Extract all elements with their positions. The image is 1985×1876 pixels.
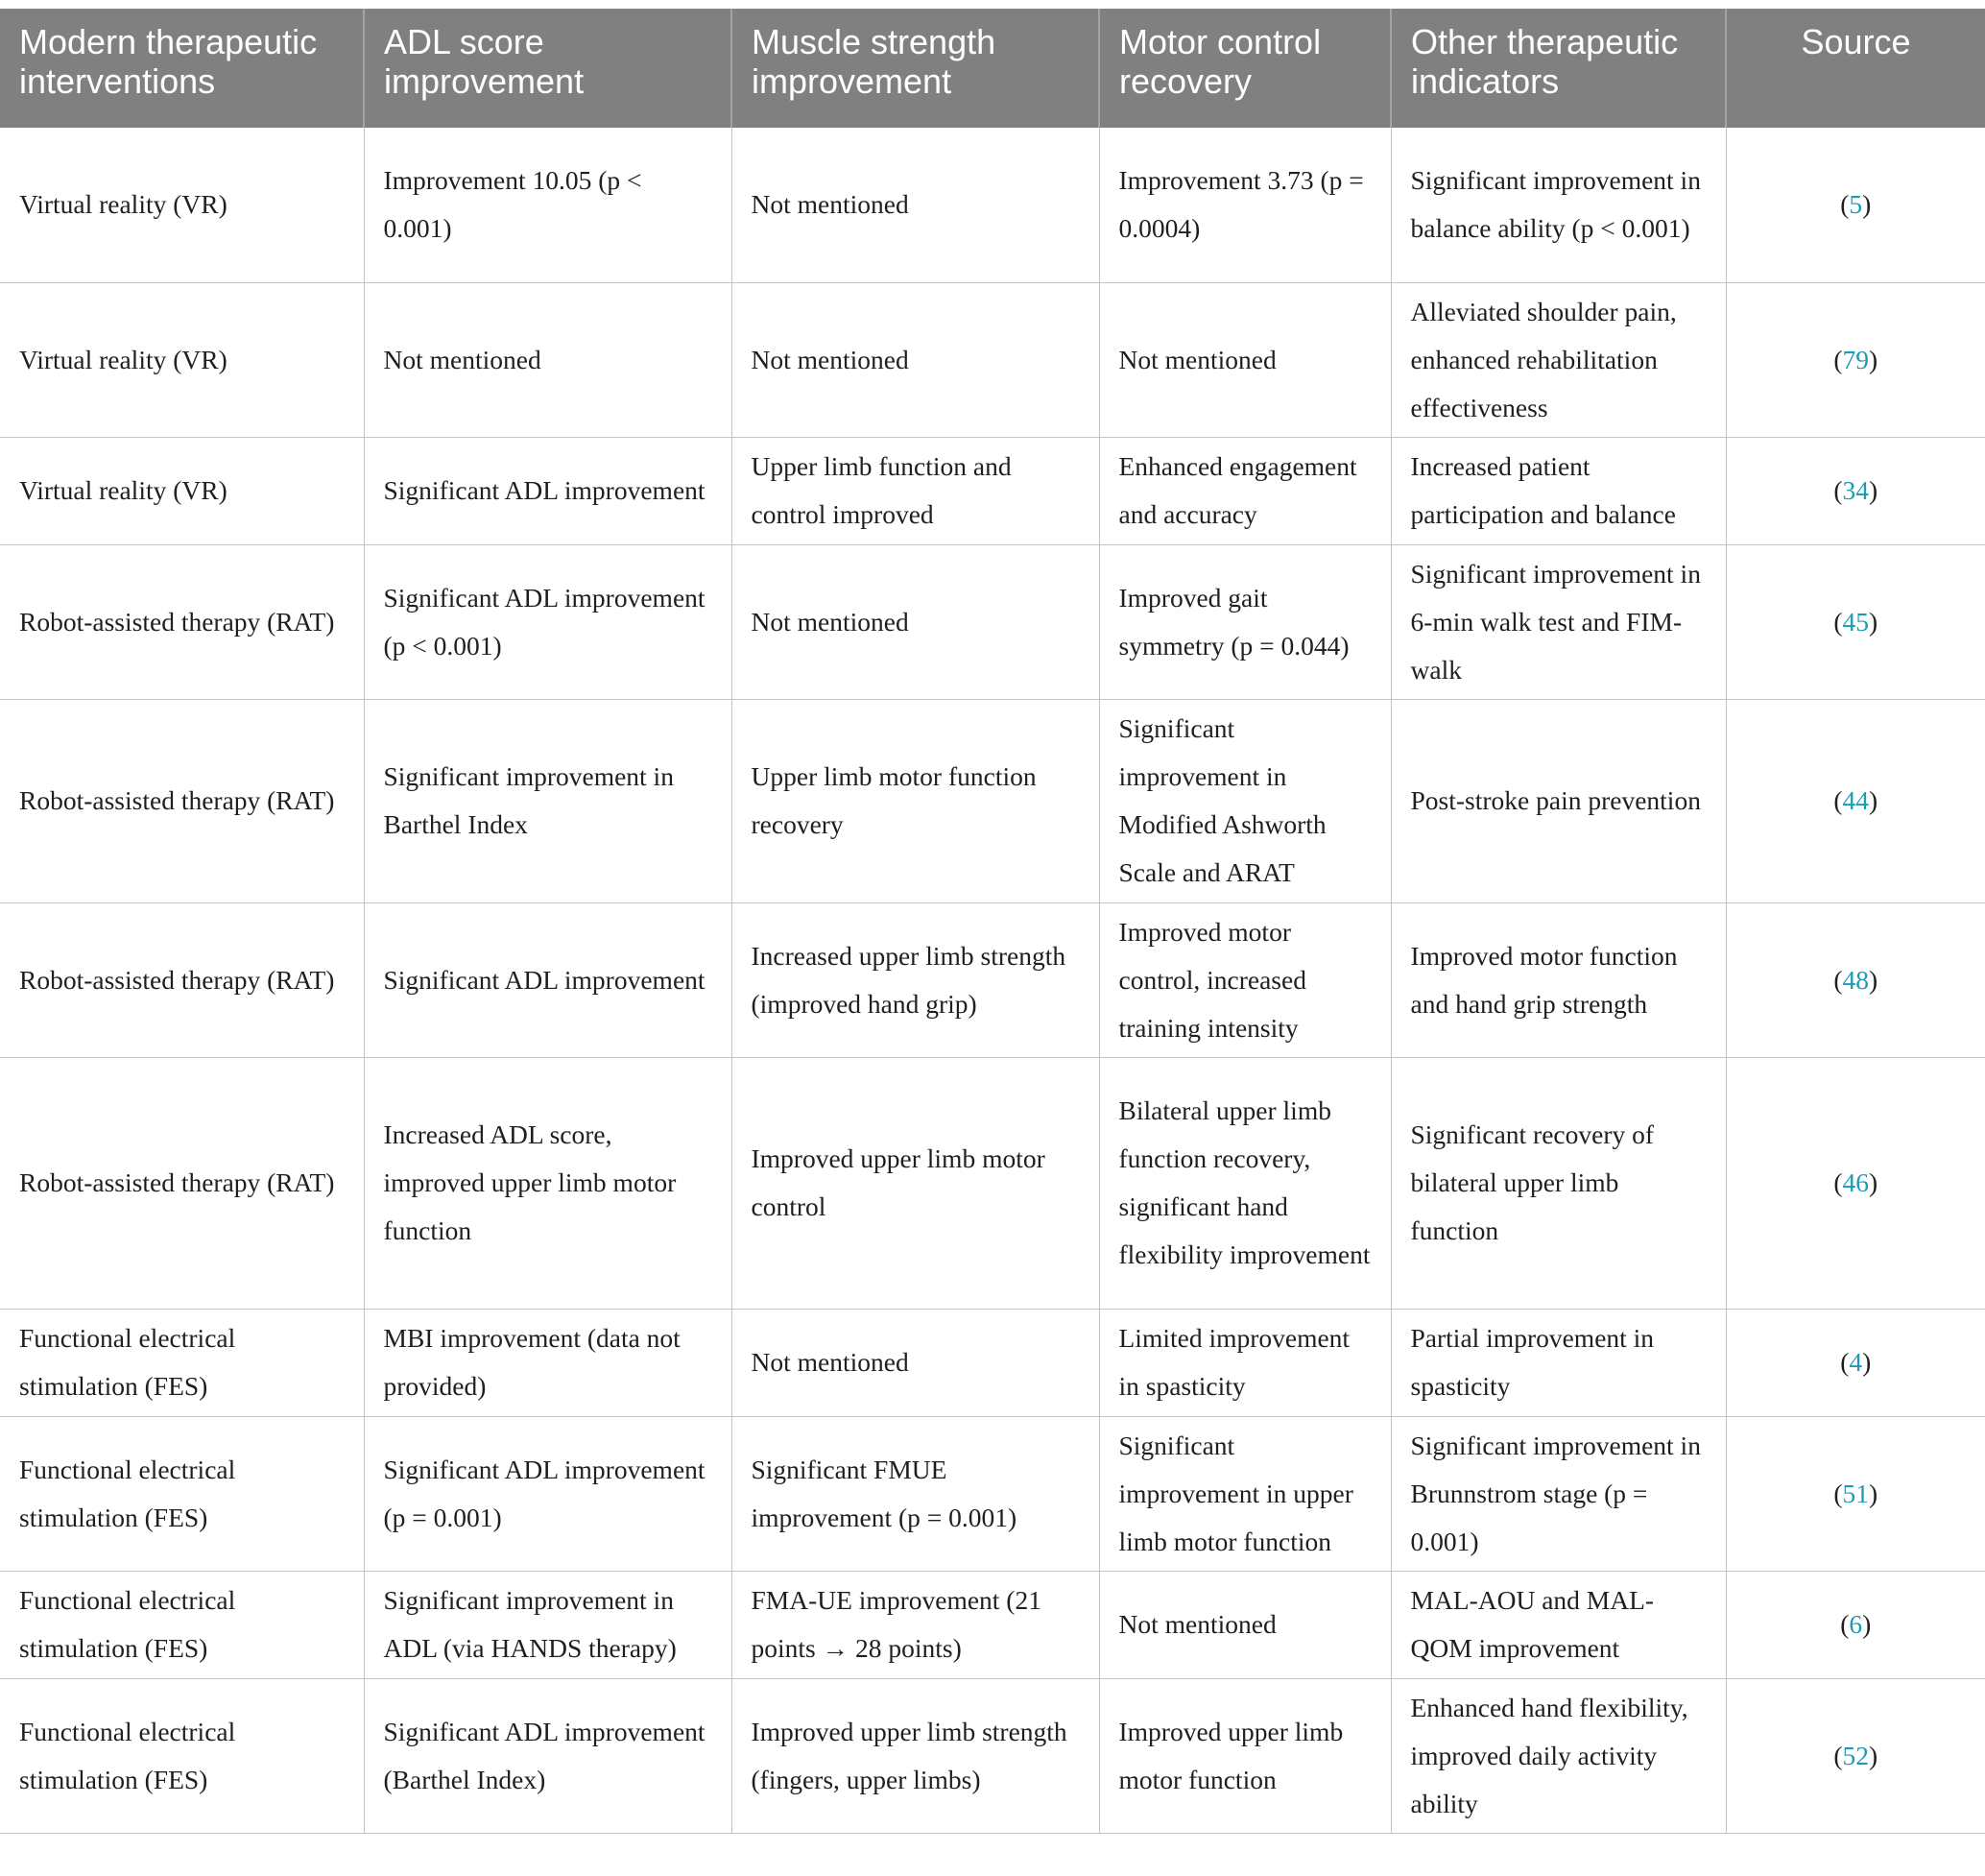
- cell-source: (51): [1726, 1416, 1985, 1571]
- cell-source: (6): [1726, 1571, 1985, 1678]
- cell-muscle: Improved upper limb motor control: [731, 1057, 1099, 1309]
- cell-adl: MBI improvement (data not provided): [364, 1309, 731, 1416]
- cell-muscle: Significant FMUE improvement (p = 0.001): [731, 1416, 1099, 1571]
- cell-source: (46): [1726, 1057, 1985, 1309]
- source-ref-link[interactable]: 51: [1842, 1478, 1869, 1508]
- cell-adl: Improvement 10.05 (p < 0.001): [364, 128, 731, 282]
- cell-other: Significant improvement in Brunnstrom stage (p = 0.001): [1391, 1416, 1726, 1571]
- cell-other: Partial improvement in spasticity: [1391, 1309, 1726, 1416]
- cell-source: (5): [1726, 128, 1985, 282]
- cell-motor: Improved gait symmetry (p = 0.044): [1099, 544, 1391, 699]
- cell-adl: Significant ADL improvement: [364, 437, 731, 544]
- cell-intervention: Robot-assisted therapy (RAT): [0, 544, 364, 699]
- cell-other: Improved motor function and hand grip strength: [1391, 902, 1726, 1057]
- cell-adl: Not mentioned: [364, 282, 731, 437]
- cell-other: Post-stroke pain prevention: [1391, 699, 1726, 902]
- cell-adl: Significant improvement in Barthel Index: [364, 699, 731, 902]
- cell-muscle: Improved upper limb strength (fingers, upper limbs): [731, 1678, 1099, 1833]
- cell-motor: Enhanced engagement and accuracy: [1099, 437, 1391, 544]
- cell-adl: Increased ADL score, improved upper limb motor function: [364, 1057, 731, 1309]
- source-ref-link[interactable]: 34: [1842, 475, 1869, 505]
- cell-motor: Not mentioned: [1099, 1571, 1391, 1678]
- source-ref-link[interactable]: 45: [1842, 606, 1869, 637]
- cell-adl: Significant ADL improvement: [364, 902, 731, 1057]
- cell-muscle: Not mentioned: [731, 1309, 1099, 1416]
- cell-adl: Significant ADL improvement (Barthel Index): [364, 1678, 731, 1833]
- cell-source: (45): [1726, 544, 1985, 699]
- cell-other: Significant improvement in 6-min walk test and FIM-walk: [1391, 544, 1726, 699]
- cell-muscle: Not mentioned: [731, 282, 1099, 437]
- table-row: [0, 1057, 1985, 1309]
- cell-intervention: Robot-assisted therapy (RAT): [0, 699, 364, 902]
- interventions-table: [0, 9, 1985, 1834]
- cell-motor: Improved upper limb motor function: [1099, 1678, 1391, 1833]
- cell-intervention: Functional electrical stimulation (FES): [0, 1416, 364, 1571]
- cell-intervention: Virtual reality (VR): [0, 282, 364, 437]
- cell-intervention: Functional electrical stimulation (FES): [0, 1571, 364, 1678]
- cell-muscle: Not mentioned: [731, 544, 1099, 699]
- table-row: [0, 699, 1985, 902]
- cell-other: Significant recovery of bilateral upper limb function: [1391, 1057, 1726, 1309]
- cell-other: Significant improvement in balance ability (p < 0.001): [1391, 128, 1726, 282]
- source-ref-link[interactable]: 4: [1849, 1347, 1863, 1377]
- cell-adl: Significant improvement in ADL (via HANDS therapy): [364, 1571, 731, 1678]
- cell-muscle: Upper limb motor function recovery: [731, 699, 1099, 902]
- cell-adl: Significant ADL improvement (p = 0.001): [364, 1416, 731, 1571]
- cell-source: (34): [1726, 437, 1985, 544]
- header-muscle: Muscle strength improvement: [731, 9, 1099, 128]
- source-ref-link[interactable]: 46: [1842, 1167, 1869, 1197]
- cell-muscle: FMA-UE improvement (21 points → 28 points): [731, 1571, 1099, 1678]
- table-row: [0, 1571, 1985, 1678]
- cell-motor: Not mentioned: [1099, 282, 1391, 437]
- cell-other: Alleviated shoulder pain, enhanced rehabilitation effectiveness: [1391, 282, 1726, 437]
- source-ref-link[interactable]: 52: [1842, 1740, 1869, 1770]
- source-ref-link[interactable]: 48: [1842, 964, 1869, 995]
- cell-other: Enhanced hand flexibility, improved daily activity ability: [1391, 1678, 1726, 1833]
- cell-motor: Significant improvement in upper limb motor function: [1099, 1416, 1391, 1571]
- cell-intervention: Virtual reality (VR): [0, 437, 364, 544]
- table-row: [0, 282, 1985, 437]
- cell-intervention: Virtual reality (VR): [0, 128, 364, 282]
- cell-source: (4): [1726, 1309, 1985, 1416]
- table-row: [0, 1309, 1985, 1416]
- cell-motor: Improved motor control, increased training intensity: [1099, 902, 1391, 1057]
- cell-intervention: Functional electrical stimulation (FES): [0, 1309, 364, 1416]
- cell-other: Increased patient participation and balance: [1391, 437, 1726, 544]
- table-row: [0, 1678, 1985, 1833]
- cell-intervention: Robot-assisted therapy (RAT): [0, 1057, 364, 1309]
- header-other: Other therapeutic indicators: [1391, 9, 1726, 128]
- source-ref-link[interactable]: 5: [1849, 189, 1863, 220]
- cell-source: (48): [1726, 902, 1985, 1057]
- table-row: [0, 902, 1985, 1057]
- cell-intervention: Robot-assisted therapy (RAT): [0, 902, 364, 1057]
- header-motor: Motor control recovery: [1099, 9, 1391, 128]
- source-ref-link[interactable]: 44: [1842, 785, 1869, 815]
- cell-muscle: Increased upper limb strength (improved hand grip): [731, 902, 1099, 1057]
- cell-other: MAL-AOU and MAL-QOM improvement: [1391, 1571, 1726, 1678]
- cell-source: (44): [1726, 699, 1985, 902]
- header-adl: ADL score improvement: [364, 9, 731, 128]
- cell-source: (79): [1726, 282, 1985, 437]
- cell-motor: Limited improvement in spasticity: [1099, 1309, 1391, 1416]
- cell-muscle: Upper limb function and control improved: [731, 437, 1099, 544]
- table-row: [0, 1416, 1985, 1571]
- table-row: [0, 128, 1985, 282]
- source-ref-link[interactable]: 79: [1842, 344, 1869, 374]
- cell-intervention: Functional electrical stimulation (FES): [0, 1678, 364, 1833]
- cell-motor: Bilateral upper limb function recovery, significant hand flexibility improvement: [1099, 1057, 1391, 1309]
- cell-motor: Improvement 3.73 (p = 0.0004): [1099, 128, 1391, 282]
- header-row: [0, 9, 1985, 128]
- cell-motor: Significant improvement in Modified Ashworth Scale and ARAT: [1099, 699, 1391, 902]
- header-source: Source: [1726, 9, 1985, 128]
- table-row: [0, 544, 1985, 699]
- source-ref-link[interactable]: 6: [1849, 1609, 1863, 1639]
- header-interventions: Modern therapeutic interventions: [0, 9, 364, 128]
- cell-source: (52): [1726, 1678, 1985, 1833]
- cell-muscle: Not mentioned: [731, 128, 1099, 282]
- table-row: [0, 437, 1985, 544]
- cell-adl: Significant ADL improvement (p < 0.001): [364, 544, 731, 699]
